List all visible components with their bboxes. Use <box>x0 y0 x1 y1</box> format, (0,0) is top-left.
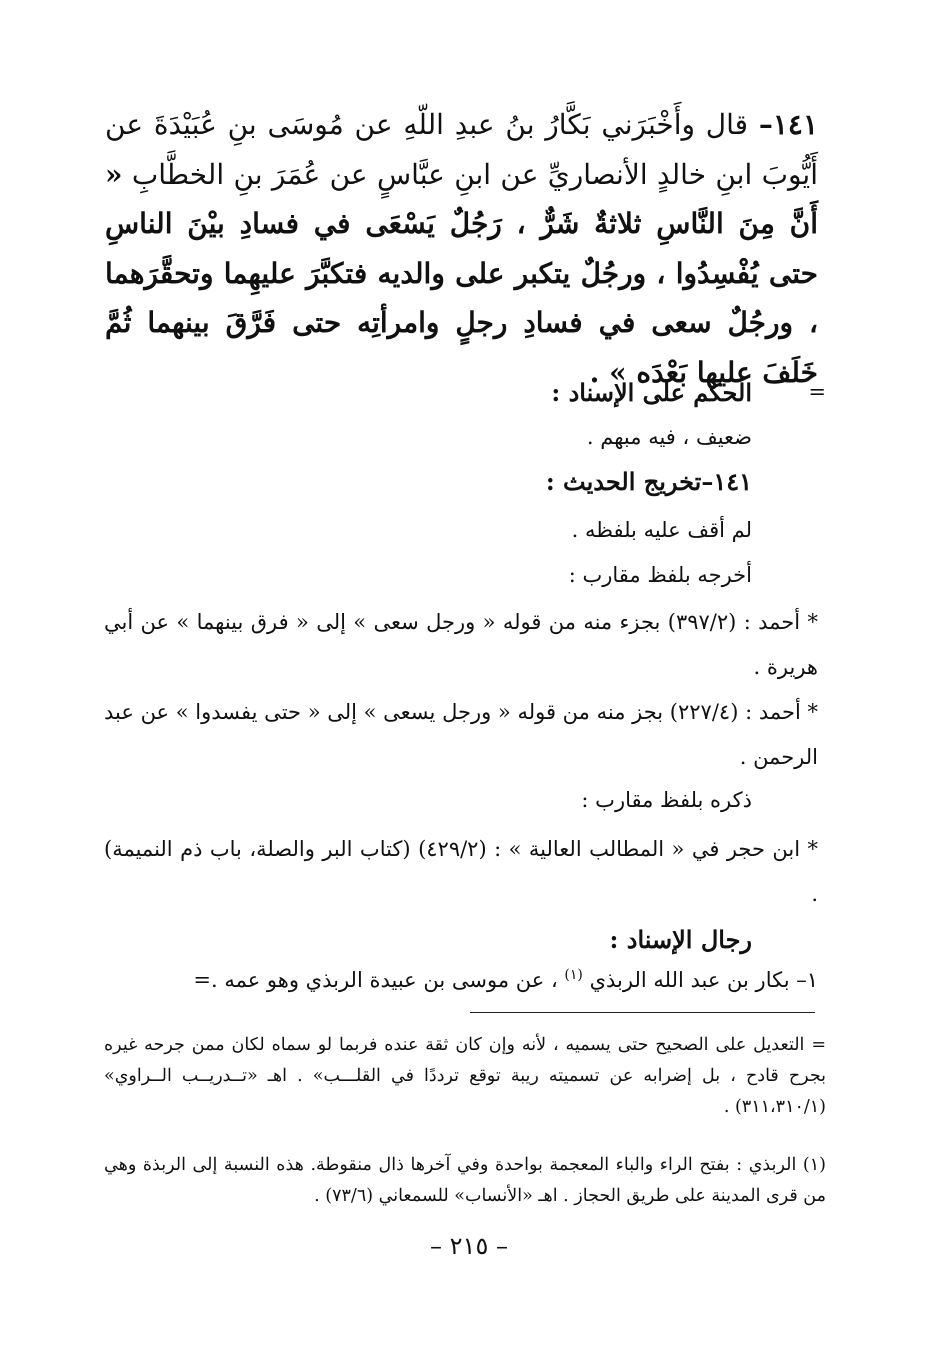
takhrij-item-3: * ابن حجر في « المطالب العالية » : (٤٢٩/٢) (كتاب البر والصلة، باب ذم النميمة) . <box>104 837 818 906</box>
hukm-text: ضعيف ، فيه مبهم . <box>586 425 752 449</box>
hadith-text <box>105 100 818 397</box>
similar-heading: أخرجه بلفظ مقارب : <box>568 563 752 587</box>
hadith-isnad: قال وأَخْبَرَني بَكَّارُ بنُ عبدِ اللّهِ عن مُوسَى بنِ عُبَيْدَةَ عن أَيُّوبَ ابنِ خالدٍ الأنصاريِّ عن ابنِ عبَّاسٍ عن عُمَرَ بنِ الخطَّابِ <box>105 108 819 191</box>
rijal-1-name: ١– بكار بن عبد الله الربذي <box>589 968 818 992</box>
page-number: – ٢١٥ – <box>430 1232 508 1260</box>
hukm-heading: الحكم على الإسناد : <box>551 378 752 407</box>
rijal-1-rest: ، عن موسى بن عبيدة الربذي وهو عمه .= <box>193 968 558 992</box>
rijal-heading: رجال الإسناد : <box>609 925 752 954</box>
takhrij-item-1: * أحمد : (٣٩٧/٢) بجزء منه من قوله « ورجل سعى » إلى « فرق بينهما » عن أبي هريرة . <box>104 610 818 679</box>
dhikr-heading: ذكره بلفظ مقارب : <box>581 788 752 812</box>
rijal-line-1 <box>193 967 818 992</box>
takhrij-item-2: * أحمد : (٢٢٧/٤) بجز منه من قوله « ورجل يسعى » إلى « حتى يفسدوا » عن عبد الرحمن . <box>104 700 818 769</box>
hadith-number: ١٤١– <box>758 108 818 141</box>
equals-mark: = <box>808 380 826 404</box>
takhrij-heading: ١٤١–تخريج الحديث : <box>545 467 752 496</box>
footnote-continued: = التعديل على الصحيح حتى يسميه ، لأنه وإن كان ثقة عنده فربما لو سماه لكان ممن جرحه غيره بجرح قادح ، بل إضرابه عن تسميته ريبة توقع ترددًا في القلـــب» . اهـ «تــدريــب الــراوي» (٣١١،٣١٠/١) . <box>104 1035 826 1117</box>
footnote-separator <box>470 1012 815 1013</box>
footnote-ref-1: (١) <box>564 967 583 983</box>
not-found-text: لم أقف عليه بلفظه . <box>571 518 752 542</box>
footnote-1: (١) الربذي : بفتح الراء والباء المعجمة بواحدة وفي آخرها ذال منقوطة. هذه النسبة إلى الربذة وهي من قرى المدينة على طريق الحجاز . اهـ «الأنساب» للسمعاني (٧٣/٦) . <box>104 1155 826 1206</box>
hadith-matn: « أَنَّ مِنَ النَّاسِ ثلاثةٌ شَرٌّ ، رَجُلٌ يَسْعَى في فسادِ بيْنَ الناسِ حتى يُفْسِدُوا ، ورجُلٌ يتكبر على والديه فتكبَّرَ عليهِما وتحقَّرَهما ، ورجُلٌ سعى في فسادِ رجلٍ وامرأتِه حتى فَرَّقَ بينهما ثُمَّ خَلَفَ عليها بَعْدَه » . <box>105 157 818 389</box>
